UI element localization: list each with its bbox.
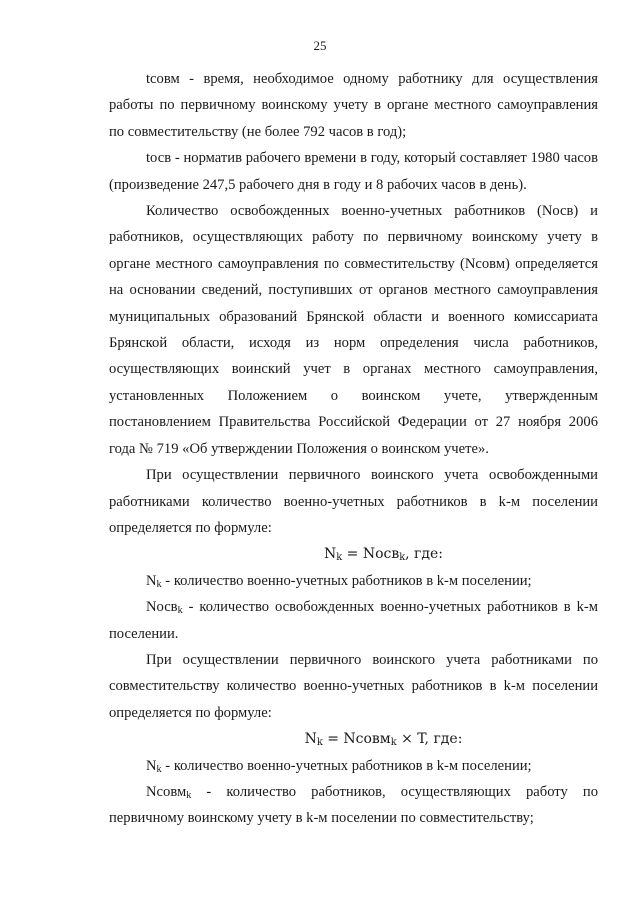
paragraph-tsovm: tсовм - время, необходимое одному работнику для осуществления работы по первичному воинскому учету в органе местного самоуправления по совместительству (не более 792 часов в год); (109, 71, 598, 140)
definition-nk-1: $N_k$ - количество военно-учетных работников в k-м поселении; (146, 572, 532, 590)
formula-part-time: $N_k$ = Nсовм$_k$ × T, где: (304, 731, 463, 749)
document-body (109, 66, 598, 832)
formula-released: $N_k$ = Nосв$_k$, где: (323, 546, 444, 564)
paragraph-part-time-workers: При осуществлении первичного воинского учета работниками по совместительству количество военно-учетных работников в k-м поселении определяется по формуле: (109, 651, 598, 721)
definition-nk-2: $N_k$ - количество военно-учетных работников в k-м поселении; (146, 757, 532, 775)
definition-nsovmk: Nсовм$_k$ - количество работников, осуществляющих работу по первичному воинскому учету в k-м поселении по совместительству; (109, 783, 598, 827)
page-number: 25 (313, 38, 327, 53)
definition-nosvk: Nосв$_k$ - количество освобожденных военно-учетных работников в k-м поселении. (109, 599, 598, 642)
paragraph-released-workers: При осуществлении первичного воинского учета освобожденными работниками количество военно-учетных работников в k-м поселении определяется по формуле: (109, 467, 598, 536)
paragraph-counts-basis: Количество освобожденных военно-учетных работников (Nосв) и работников, осуществляющих работу по первичному воинскому учету в органе местного самоуправления по совместительству (Nсовм) определяется на основании сведений, поступивших от органов местного самоуправления муниципальных образований Брянской области и военного комиссариата Брянской области, исходя из норм определения числа работников, осуществляющих воинский учет в органах местного самоуправления, установленных Положением о воинском учете, утвержденным постановлением Правительства Российской Федерации от 27 ноября 2006 года № 719 «Об утверждении Положения о воинском учете». (109, 203, 598, 457)
paragraph-tosv: tосв - норматив рабочего времени в году, который составляет 1980 часов (произведение 247,5 рабочего дня в году и 8 рабочих часов в день). (109, 150, 598, 193)
